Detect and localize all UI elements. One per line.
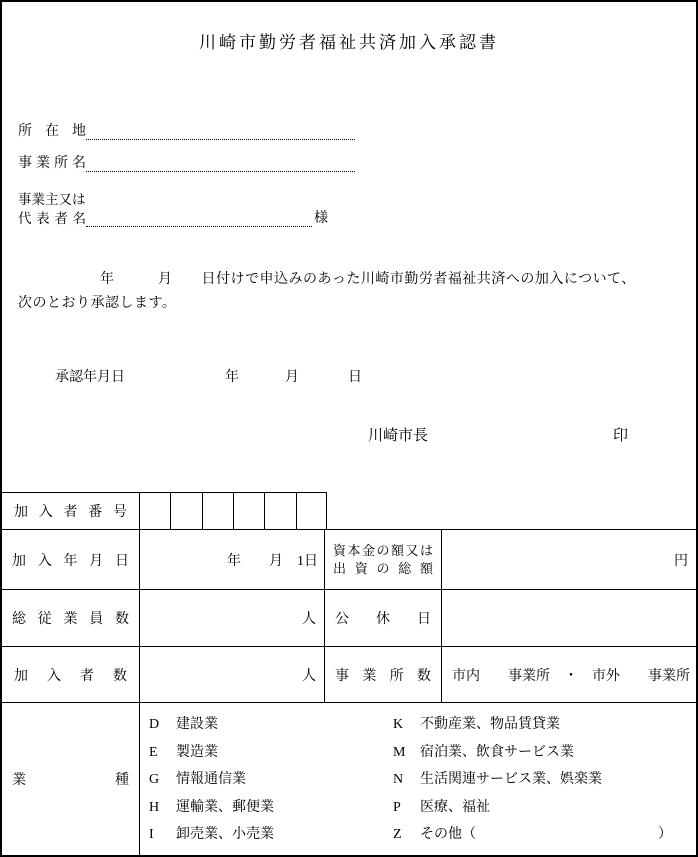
holiday-value-cell: [441, 589, 696, 646]
industry-label: 業種: [12, 773, 129, 788]
employees-label: 総従業員数: [12, 612, 129, 627]
holiday-label-cell: [324, 589, 441, 646]
holiday-label: 公休日: [335, 612, 431, 627]
offices-label: 事業所数: [335, 668, 431, 684]
join-date-label: 加入年月日: [12, 553, 129, 569]
capital-label-line1: 資本金の額又は: [333, 542, 433, 558]
industry-item: [393, 794, 672, 822]
members-label-cell: [2, 646, 139, 702]
approval-day-label: 日: [348, 370, 362, 385]
member-number-label-cell: [2, 492, 139, 529]
industry-item: [149, 711, 274, 739]
industry-name: 医療、福祉: [420, 799, 490, 815]
members-label: 加入者数: [14, 668, 127, 684]
offices-value: 市内 事業所 ・ 市外 事業所: [452, 668, 690, 684]
office-name-dotted-line: [86, 154, 355, 172]
representative-label: 代表者名: [18, 211, 86, 226]
member-number-box-5: [264, 492, 296, 529]
member-number-box-3: [202, 492, 233, 529]
industry-list-cell: [139, 702, 696, 855]
industry-name: 情報通信業: [176, 772, 246, 787]
industry-item: [149, 739, 274, 767]
capital-value-cell: [441, 529, 696, 589]
representative-dotted-line: [86, 209, 312, 227]
employees-label-cell: [2, 589, 139, 646]
representative-field: [18, 207, 328, 227]
office-name-label: 事業所名: [18, 156, 86, 171]
employees-value-cell: [139, 589, 324, 646]
industry-list-left-column: [149, 711, 274, 849]
industry-code: D: [149, 717, 160, 732]
page-title: 川崎市勤労者福祉共済加入承認書: [199, 33, 499, 52]
address-field: [18, 120, 355, 140]
join-date-value: 年 月 1日: [227, 553, 318, 569]
industry-code: H: [149, 799, 160, 815]
offices-label-cell: [324, 646, 441, 702]
industry-name: 宿泊業、飲食サービス業: [420, 744, 574, 760]
member-number-box-1: [139, 492, 170, 529]
body-text-line1: 年 月 日付けで申込みのあった川崎市勤労者福祉共済への加入について、: [100, 272, 636, 287]
industry-name: 卸売業、小売業: [176, 827, 274, 842]
industry-code: M: [393, 744, 406, 760]
capital-label: [325, 542, 441, 578]
industry-name: 製造業: [176, 744, 218, 760]
industry-item: [149, 766, 274, 794]
industry-name: 生活関連サービス業、娯楽業: [420, 772, 602, 787]
industry-code: Z: [393, 827, 402, 842]
body-text-line2: 次のとおり承認します。: [18, 296, 177, 311]
honorific-sama: 様: [314, 211, 328, 226]
member-number-box-4: [233, 492, 264, 529]
industry-code: E: [149, 744, 158, 760]
join-date-label-cell: [2, 529, 139, 589]
capital-label-cell: [324, 529, 441, 589]
industry-code: P: [393, 799, 401, 815]
industry-item: [393, 821, 672, 849]
owner-label-line1: 事業主又は: [18, 192, 86, 207]
industry-item: [393, 711, 672, 739]
approval-date-row: [2, 366, 696, 386]
members-value-cell: [139, 646, 324, 702]
industry-list-right-column: [393, 711, 672, 849]
industry-name: 運輸業、郵便業: [176, 799, 274, 815]
signature-row: [2, 424, 696, 446]
office-name-field: [18, 152, 355, 172]
seal-mark: 印: [613, 428, 629, 444]
approval-month-label: 月: [285, 370, 299, 385]
member-number-label: 加入者番号: [14, 505, 127, 520]
industry-code: K: [393, 717, 404, 732]
address-label: 所在地: [18, 124, 86, 139]
industry-name: 不動産業、物品賃貸業: [420, 717, 560, 732]
members-unit: 人: [302, 668, 316, 684]
member-number-box-6: [296, 492, 327, 529]
employees-unit: 人: [302, 612, 316, 627]
industry-code: I: [149, 827, 154, 842]
industry-item: [149, 821, 274, 849]
industry-code: G: [149, 772, 160, 787]
member-number-box-2: [170, 492, 202, 529]
industry-name: 建設業: [176, 717, 218, 732]
industry-item: [393, 739, 672, 767]
join-date-value-cell: [139, 529, 324, 589]
industry-item: [393, 766, 672, 794]
industry-label-cell: [2, 702, 139, 855]
offices-value-cell: [441, 646, 696, 702]
industry-item: [149, 794, 274, 822]
capital-label-line2: 出資の総額: [333, 560, 433, 576]
address-dotted-line: [86, 122, 355, 140]
industry-code: N: [393, 772, 404, 787]
approval-year-label: 年: [225, 370, 239, 385]
mayor-name: 川崎市長: [368, 428, 429, 444]
industry-name: その他（ ）: [420, 827, 672, 842]
capital-unit: 円: [674, 553, 688, 569]
approval-date-label: 承認年月日: [55, 370, 125, 385]
